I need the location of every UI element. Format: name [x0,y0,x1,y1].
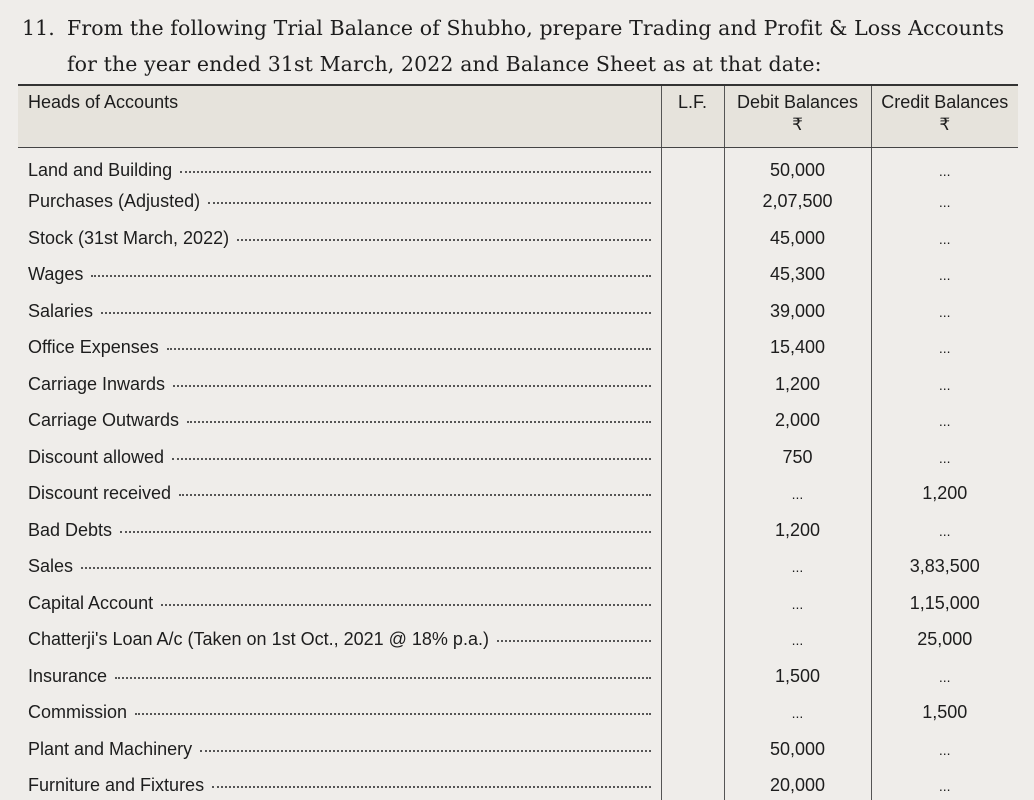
debit-value: 50,000 [769,160,826,180]
question-text [22,10,1022,82]
credit-value: ... [938,230,951,247]
lf-cell [661,257,724,294]
debit-value: 2,07,500 [762,191,833,212]
account-cell [18,257,661,294]
credit-value: 1,500 [922,702,968,723]
table-row [18,512,1018,549]
debit-cell [724,476,871,513]
debit-value: 39,000 [769,300,826,321]
credit-value: ... [938,340,951,357]
debit-cell [724,695,871,732]
credit-cell [871,439,1018,476]
dot-leader [179,494,650,496]
debit-cell [724,366,871,403]
account-name: Salaries [28,300,94,321]
account-name: Sales [28,556,74,577]
debit-value: ... [791,486,804,503]
lf-cell [661,476,724,513]
account-cell [18,585,661,622]
dot-leader [173,385,650,387]
lf-cell [661,768,724,800]
account-name: Discount allowed [28,446,165,467]
credit-cell [871,658,1018,695]
lf-cell [661,731,724,768]
question-line-1 [22,10,1022,46]
account-name: Stock (31st March, 2022) [28,227,230,248]
credit-cell [871,731,1018,768]
question-line-2: for the year ended 31st March, 2022 and Balance Sheet as at that date: [67,52,822,76]
credit-balances-header [871,85,1018,147]
lf-header: L.F. [661,85,724,147]
dot-leader [172,458,650,460]
rupee-icon: ₹ [939,115,951,134]
trial-balance-table [18,84,1018,800]
lf-cell [661,549,724,586]
dot-leader [237,239,650,241]
credit-cell [871,147,1018,184]
table-row [18,695,1018,732]
header-row [18,85,1018,147]
debit-value: 45,300 [769,264,826,285]
table-row [18,366,1018,403]
debit-value: 1,200 [774,373,821,394]
credit-cell [871,695,1018,732]
account-cell [18,293,661,330]
account-cell [18,622,661,659]
credit-value: ... [938,413,951,430]
lf-cell [661,512,724,549]
debit-cell [724,512,871,549]
account-cell [18,658,661,695]
credit-value: 3,83,500 [909,556,980,577]
debit-cell [724,330,871,367]
account-cell [18,147,661,184]
debit-balances-header [724,85,871,147]
account-name: Chatterji's Loan A/c (Taken on 1st Oct., 2021 @ 18% p.a.) [28,629,489,650]
debit-balances-label: Debit Balances [736,92,859,112]
table-row [18,658,1018,695]
lf-cell [661,330,724,367]
lf-cell [661,184,724,221]
dot-leader [180,171,650,173]
debit-cell [724,257,871,294]
table-row [18,403,1018,440]
account-name: Plant and Machinery [28,738,193,759]
credit-value: ... [938,267,951,284]
dot-leader [120,531,650,533]
lf-cell [661,439,724,476]
debit-cell [724,768,871,800]
credit-cell [871,622,1018,659]
credit-value: ... [938,741,951,758]
credit-cell [871,184,1018,221]
account-cell [18,476,661,513]
debit-cell [724,549,871,586]
dot-leader [81,567,650,569]
table-row [18,220,1018,257]
credit-cell [871,476,1018,513]
table-row [18,476,1018,513]
account-cell [18,549,661,586]
account-cell [18,220,661,257]
lf-cell [661,622,724,659]
lf-cell [661,147,724,184]
dot-leader [101,312,650,314]
credit-value: ... [938,449,951,466]
account-cell [18,512,661,549]
account-cell [18,731,661,768]
debit-cell [724,184,871,221]
credit-value: ... [938,522,951,539]
credit-value: 1,200 [922,483,968,504]
debit-cell [724,293,871,330]
account-name: Wages [28,264,84,285]
dot-leader [212,786,650,788]
account-name: Office Expenses [28,337,159,358]
table-row [18,330,1018,367]
table-row [18,768,1018,800]
account-name: Carriage Inwards [28,373,166,394]
debit-value: 45,000 [769,227,826,248]
account-name: Bad Debts [28,519,113,540]
table-body [18,147,1018,800]
dot-leader [115,677,650,679]
account-cell [18,768,661,800]
credit-cell [871,257,1018,294]
lf-cell [661,220,724,257]
account-name: Commission [28,702,128,723]
account-name: Capital Account [28,592,154,613]
table-row [18,439,1018,476]
dot-leader [187,421,650,423]
lf-cell [661,695,724,732]
question-line-1-text: From the following Trial Balance of Shubho, prepare Trading and Profit & Loss Accounts [67,16,1005,40]
debit-cell [724,439,871,476]
dot-leader [91,275,650,277]
lf-cell [661,366,724,403]
debit-value: ... [791,705,804,722]
credit-value: 1,15,000 [909,592,980,613]
debit-cell [724,731,871,768]
credit-cell [871,585,1018,622]
credit-cell [871,549,1018,586]
credit-value: ... [938,194,951,211]
dot-leader [497,640,651,642]
table-header [18,85,1018,147]
dot-leader [167,348,651,350]
debit-value: 50,000 [769,738,826,759]
account-cell [18,439,661,476]
table-row [18,585,1018,622]
debit-cell [724,147,871,184]
account-cell [18,695,661,732]
debit-cell [724,220,871,257]
account-name: Discount received [28,483,172,504]
credit-balances-label: Credit Balances [881,92,1009,112]
lf-cell [661,585,724,622]
credit-cell [871,403,1018,440]
account-cell [18,330,661,367]
debit-value: 1,200 [774,519,821,540]
credit-cell [871,330,1018,367]
account-name: Carriage Outwards [28,410,180,431]
lf-cell [661,293,724,330]
account-name: Purchases (Adjusted) [28,191,201,212]
dot-leader [208,202,650,204]
heads-of-accounts-header: Heads of Accounts [18,85,661,147]
account-cell [18,366,661,403]
debit-value: 750 [782,446,813,467]
debit-cell [724,658,871,695]
debit-value: 15,400 [769,337,826,358]
account-cell [18,403,661,440]
table-row [18,549,1018,586]
table-row [18,293,1018,330]
debit-cell [724,403,871,440]
account-name: Insurance [28,665,108,686]
debit-value: ... [791,632,804,649]
table-row [18,147,1018,184]
table-row [18,184,1018,221]
debit-value: 20,000 [769,775,826,796]
debit-value: ... [791,595,804,612]
table-row [18,731,1018,768]
table-row [18,622,1018,659]
lf-cell [661,403,724,440]
account-name: Furniture and Fixtures [28,775,205,796]
dot-leader [200,750,650,752]
debit-value: ... [791,559,804,576]
dot-leader [161,604,650,606]
debit-value: 1,500 [774,665,821,686]
debit-cell [724,585,871,622]
credit-cell [871,366,1018,403]
credit-cell [871,768,1018,800]
table-row [18,257,1018,294]
credit-value: ... [938,668,951,685]
credit-value: ... [938,163,951,179]
dot-leader [135,713,650,715]
credit-cell [871,220,1018,257]
account-cell [18,184,661,221]
credit-cell [871,293,1018,330]
rupee-icon: ₹ [792,115,803,134]
debit-cell [724,622,871,659]
debit-value: 2,000 [774,410,821,431]
lf-cell [661,658,724,695]
credit-value: 25,000 [917,629,973,650]
credit-cell [871,512,1018,549]
question-number: 11. [22,16,55,40]
credit-value: ... [938,376,951,393]
credit-value: ... [938,303,951,320]
credit-value: ... [938,778,951,795]
account-name: Land and Building [28,160,173,180]
